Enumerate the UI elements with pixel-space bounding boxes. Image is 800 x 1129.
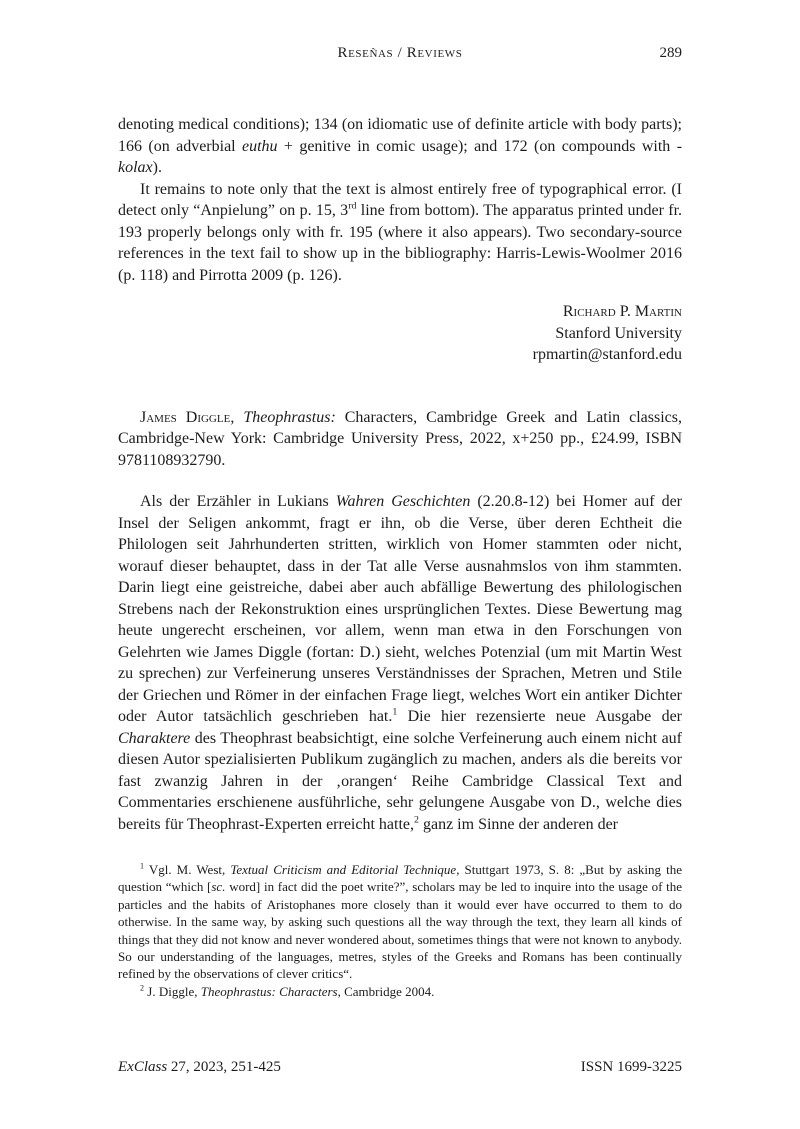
superscript-marker: 2 xyxy=(414,814,419,826)
issn-label: ISSN 1699-3225 xyxy=(580,1059,682,1075)
page-content xyxy=(118,114,682,1000)
page-footer xyxy=(118,1059,682,1076)
review-diggle-heading: James Diggle, Theophrastus: Characters, Cambridge Greek and Latin classics, Cambridge-New York: Cambridge University Press, 2022, x+250 pp., £24.99, ISBN 9781108932790. xyxy=(118,408,682,469)
review-martin-final-paragraph: It remains to note only that the text is almost entirely free of typographical error. (I detect only “Anpielung” on p. 15, 3rd line from bottom). The apparatus printed under fr. 193 properly belongs only with fr. 195 (where it also appears). Two secondary-source references in the text fail to show up in the bibliography: Harris-Lewis-Woolmer 2016 (p. 118) and Pirrotta 2009 (p. 126). xyxy=(118,180,683,284)
superscript-marker: rd xyxy=(348,200,357,212)
review-diggle-body: Als der Erzähler in Lukians Wahren Geschichten (2.20.8-12) bei Homer auf der Insel der Seligen ankommt, fragt er ihn, ob die Verse, über deren Echtheit die Philologen seit Jahrhunderten stritten, wirklich von Homer stammten oder nicht, worauf dieser behauptet, dass in der Tat alle Verse ausnahmslos von ihm stammten. Darin liegt eine geistreiche, dabei aber auch abfällige Bewertung des philologischen Strebens nach der Rekonstruktion eines ursprünglichen Textes. Diese Bewertung mag heute ungerecht erscheinen, vor allem, wenn man etwa in den Forschungen von Gelehrten wie James Diggle (fortan: D.) sieht, welches Potenzial (um mit Martin West zu sprechen) zur Verfeinerung unseres Verständnisses der Sprachen, Metren und Stile der Griechen und Römer in der einfachen Frage liegt, welches Wort ein antiker Dichter oder Autor tatsächlich geschrieben hat.$^1$ Die hier rezensierte neue Ausgabe der Charaktere des Theophrast beabsichtigt, eine solche Verfeinerung auch einem nicht auf diesen Autor spezialisierten Publikum zugänglich zu machen, anders als die bereits vor fast zwanzig Jahren in der ‚orangen‘ Reihe Cambridge Classical Text and Commentaries erschienene ausführliche, sehr gelungene Ausgabe von D., welche dies bereits für Theophrast-Experten erreicht hatte,$^2$ ganz im Sinne der anderen der xyxy=(118,493,683,833)
journal-citation: ExClass 27, 2023, 251-425 xyxy=(118,1059,281,1075)
superscript-marker: 1 xyxy=(140,861,145,871)
review-martin-paragraph-continuation: denoting medical conditions); 134 (on idiomatic use of definite article with body parts); 166 (on adverbial euthu + genitive in comic usage); and 172 (on compounds with -kolax). xyxy=(118,116,683,176)
reviewer-signature-block xyxy=(118,301,682,366)
reviewer-email: rpmartin@stanford.edu xyxy=(532,346,682,363)
footnote-1: $^1$ Vgl. M. West, Textual Criticism and Editorial Technique, Stuttgart 1973, S. 8: „But by asking the question “which [sc. word] in fact did the poet write?”, scholars may be led to inquire into the usage of the particles and the habits of Aristophanes more closely than it would ever have occurred to them to do otherwise. In the same way, by asking such questions all the way through the text, they learn all kinds of things that they did not know and never wondered about, sometimes things that were not known to anybody. So our understanding of the languages, metres, styles of the Greeks and Romans has been continually refined by the observations of clever critics“. xyxy=(118,861,683,982)
superscript-marker: 2 xyxy=(140,983,145,993)
page-number: 289 xyxy=(659,45,682,61)
running-head: Reseñas / Reviews xyxy=(337,45,463,61)
page-header xyxy=(118,44,682,62)
footnotes-section xyxy=(118,861,682,1000)
reviewer-name: Richard P. Martin xyxy=(562,303,682,320)
footnote-2: $^2$ J. Diggle, Theophrastus: Characters, Cambridge 2004. xyxy=(140,983,435,999)
reviewer-affiliation: Stanford University xyxy=(555,324,682,342)
superscript-marker: 1 xyxy=(392,706,398,718)
